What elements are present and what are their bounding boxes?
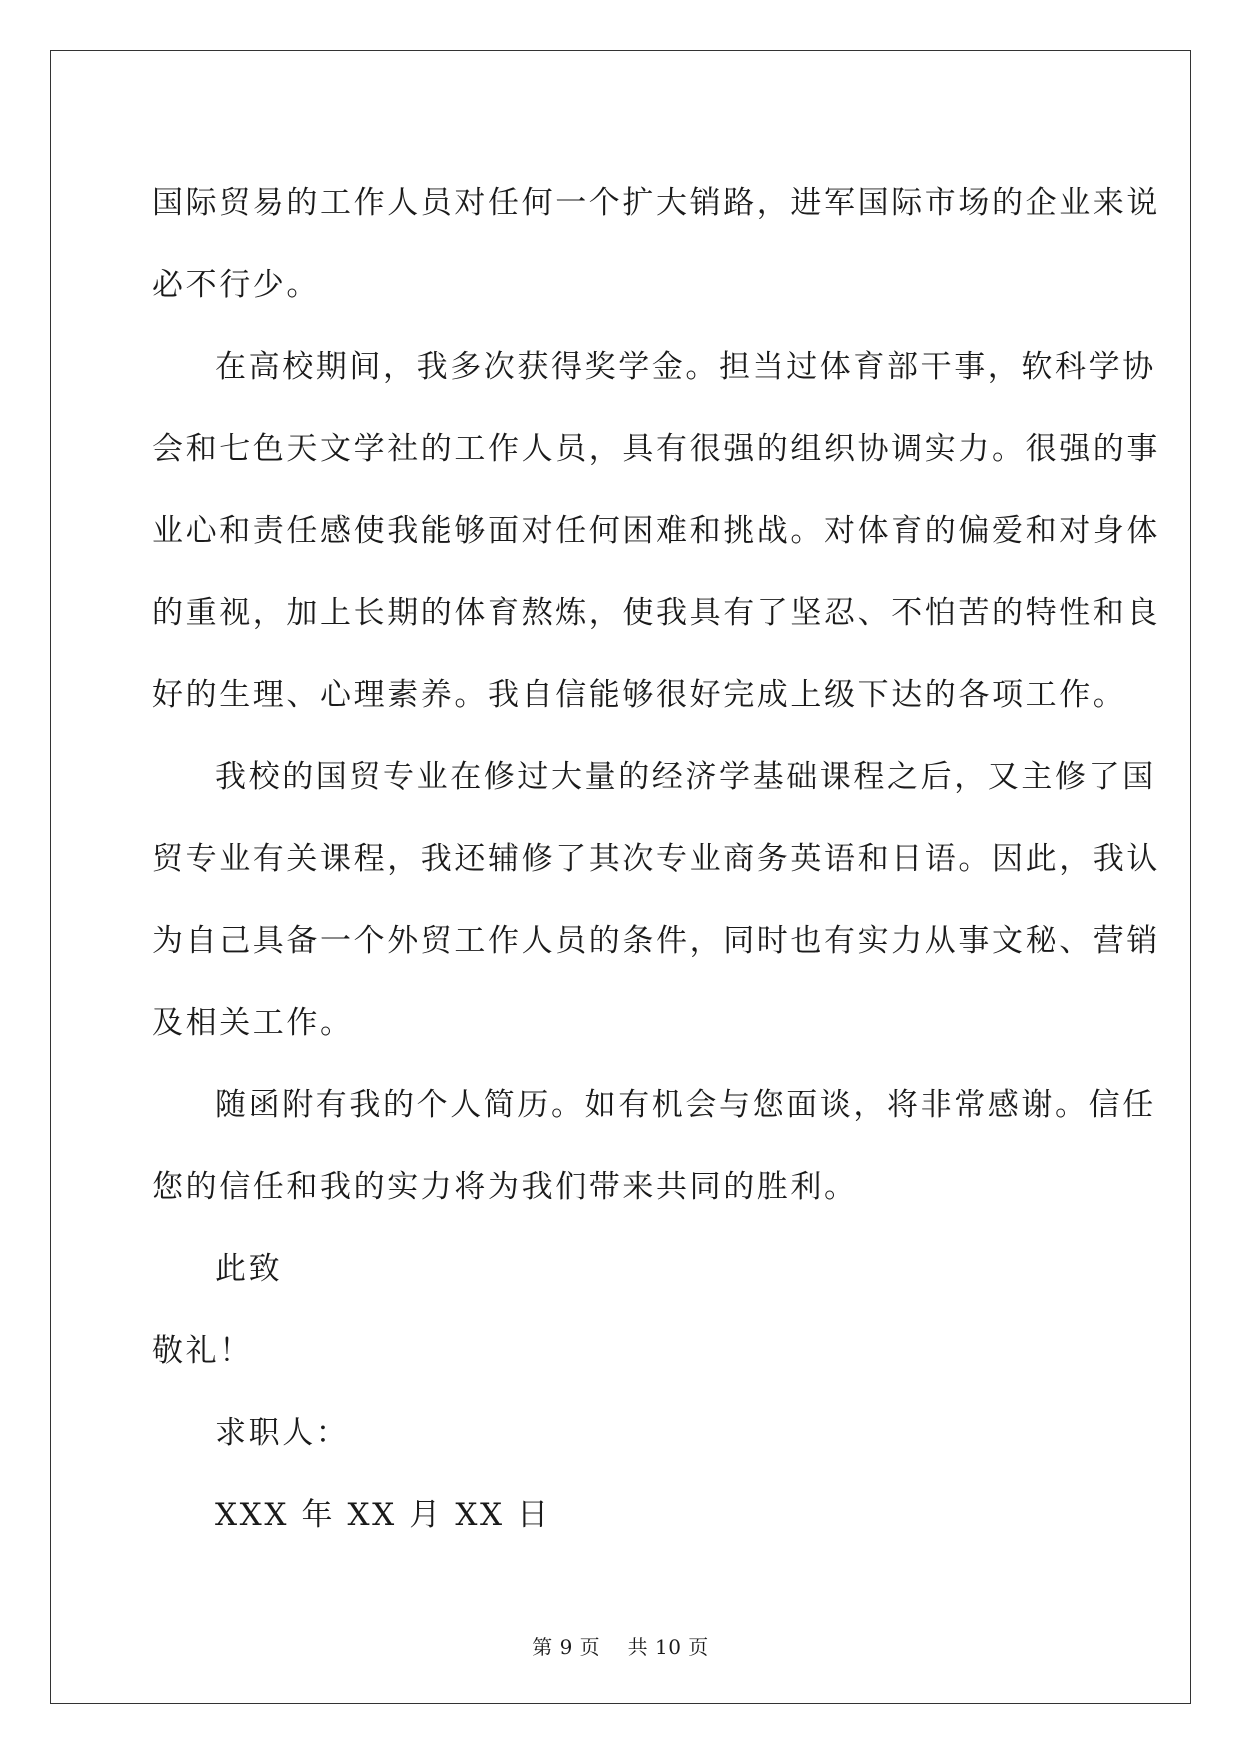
letter-body bbox=[152, 162, 1160, 1556]
paragraph bbox=[152, 736, 1160, 1064]
text-line: 会和七色天文学社的工作人员，具有很强的组织协调实力。很强的事 bbox=[152, 431, 1160, 467]
text-line: 为自己具备一个外贸工作人员的条件，同时也有实力从事文秘、营销 bbox=[152, 923, 1160, 959]
date-text: XXX 年 XX 月 XX 日 bbox=[215, 1497, 551, 1533]
text-line: 在高校期间，我多次获得奖学金。担当过体育部干事，软科学协 bbox=[215, 349, 1156, 385]
paragraph bbox=[152, 162, 1160, 326]
closing-text: 此致 bbox=[215, 1251, 283, 1287]
text-line: 及相关工作。 bbox=[152, 1005, 354, 1041]
applicant-label: 求职人： bbox=[215, 1415, 350, 1451]
paragraph bbox=[152, 1064, 1156, 1228]
text-line: 必不行少。 bbox=[152, 267, 320, 303]
text-line: 业心和责任感使我能够面对任何困难和挑战。对体育的偏爱和对身体 bbox=[152, 513, 1160, 549]
page-total: 共 10 页 bbox=[627, 1635, 709, 1659]
text-line: 国际贸易的工作人员对任何一个扩大销路，进军国际市场的企业来说 bbox=[152, 185, 1160, 221]
salutation-text: 敬礼！ bbox=[152, 1333, 253, 1369]
page-number: 第 9 页 bbox=[532, 1635, 601, 1659]
page-footer bbox=[0, 1631, 1241, 1660]
text-line: 好的生理、心理素养。我自信能够很好完成上级下达的各项工作。 bbox=[152, 677, 1127, 713]
text-line: 我校的国贸专业在修过大量的经济学基础课程之后，又主修了国 bbox=[215, 759, 1156, 795]
text-line: 随函附有我的个人简历。如有机会与您面谈，将非常感谢。信任 bbox=[215, 1087, 1156, 1123]
text-line: 的重视，加上长期的体育熬炼，使我具有了坚忍、不怕苦的特性和良 bbox=[152, 595, 1160, 631]
text-line: 贸专业有关课程，我还辅修了其次专业商务英语和日语。因此，我认 bbox=[152, 841, 1160, 877]
text-line: 您的信任和我的实力将为我们带来共同的胜利。 bbox=[152, 1169, 858, 1205]
paragraph bbox=[152, 326, 1160, 736]
